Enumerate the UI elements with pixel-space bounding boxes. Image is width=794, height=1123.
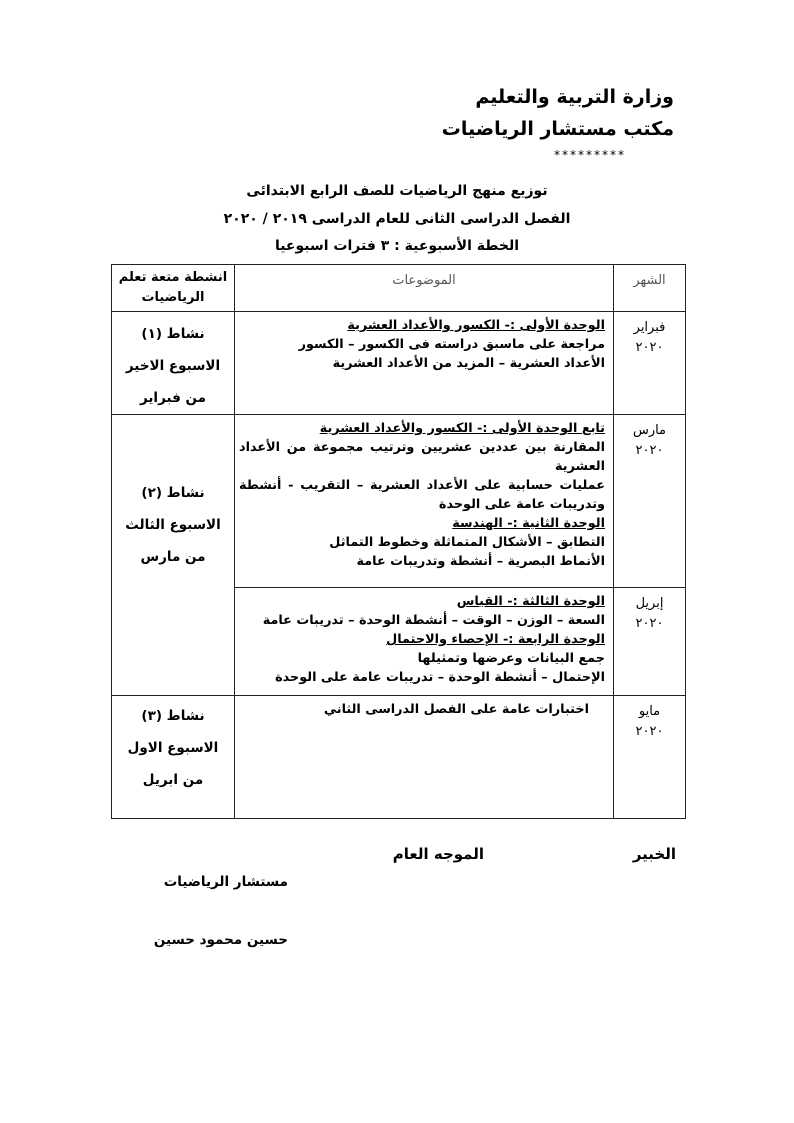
topics-cell — [235, 312, 614, 415]
topic-line: مراجعة على ماسبق دراسته فى الكسور – الكسور — [298, 337, 605, 352]
topics-cell — [235, 415, 614, 588]
month-cell — [614, 312, 686, 415]
activity-name: نشاط (٣) — [141, 708, 205, 724]
topics-cell — [235, 588, 614, 696]
activity-month: من مارس — [140, 549, 206, 565]
unit-title: الوحدة الأولى :- الكسور والأعداد العشرية — [347, 318, 605, 333]
activity-cell-3 — [112, 696, 235, 819]
topic-line: جمع البيانات وعرضها وتمثيلها — [417, 651, 605, 666]
table-header-row — [112, 265, 686, 312]
topic-line: الإحتمال – أنشطة الوحدة – تدريبات عامة على الوحدة — [275, 670, 605, 685]
topic-line: الأعداد العشرية – المزيد من الأعداد العشرية — [332, 356, 605, 371]
activity-name: نشاط (٢) — [141, 485, 205, 501]
month-year: ٢٠٢٠ — [635, 340, 664, 355]
topic-line: المقارنة بين عددين عشريين وترتيب مجموعة من الأعداد العشرية — [239, 440, 605, 474]
month-cell — [614, 696, 686, 819]
ministry-title: وزارة التربية والتعليم — [475, 86, 674, 108]
doc-title: توزيع منهج الرياضيات للصف الرابع الابتدائى — [246, 183, 548, 199]
activity-month: من فبراير — [139, 390, 207, 406]
topic-line: عمليات حسابية على الأعداد العشرية – التقريب - أنشطة وتدريبات عامة على الوحدة — [239, 478, 605, 512]
unit-title: الوحدة الثالثة :- القياس — [456, 594, 605, 609]
doc-subtitle: الفصل الدراسى الثانى للعام الدراسى ٢٠١٩ / ٢٠٢٠ — [223, 211, 571, 227]
activity-week: الاسبوع الاخير — [125, 358, 221, 374]
month-year: ٢٠٢٠ — [635, 443, 664, 458]
month-year: ٢٠٢٠ — [635, 724, 664, 739]
separator-stars: ********* — [554, 148, 626, 162]
table-row-february — [112, 312, 686, 415]
header-month: الشهر — [614, 265, 686, 312]
activity-month: من ابريل — [142, 772, 204, 788]
activity-week: الاسبوع الثالث — [125, 517, 221, 533]
topic-line: التطابق – الأشكال المتماثلة وخطوط التماثل — [329, 535, 605, 550]
month-year: ٢٠٢٠ — [635, 616, 664, 631]
weekly-plan: الخطة الأسبوعية : ٣ فترات اسبوعيا — [274, 238, 520, 254]
topic-line: الأنماط البصرية – أنشطة وتدريبات عامة — [356, 554, 605, 569]
table-row-may — [112, 696, 686, 819]
activity-cell-2 — [112, 415, 235, 696]
advisor-name: حسين محمود حسين — [153, 932, 288, 948]
unit-title: الوحدة الرابعة :- الإحصاء والاحتمال — [386, 632, 605, 647]
month-name: مايو — [638, 704, 661, 719]
header-activities: انشطة متعة تعلم الرياضيات — [112, 265, 235, 312]
activity-week: الاسبوع الاول — [127, 740, 219, 756]
advisor-title: مستشار الرياضيات — [163, 874, 288, 890]
activity-cell-1 — [112, 312, 235, 415]
office-title: مكتب مستشار الرياضيات — [441, 118, 674, 140]
activity-name: نشاط (١) — [141, 326, 205, 342]
topic-line: السعة – الوزن – الوقت – أنشطة الوحدة – تدريبات عامة — [262, 613, 605, 628]
unit-title: الوحدة الثانية :- الهندسة — [452, 516, 605, 531]
month-name: فبراير — [633, 320, 666, 335]
signature-supervisor: الموجه العام — [392, 845, 484, 863]
signature-expert: الخبير — [632, 845, 676, 863]
month-cell — [614, 415, 686, 588]
header-topics: الموضوعات — [235, 265, 614, 312]
topic-line: اختبارات عامة على الفصل الدراسى الثاني — [323, 702, 589, 717]
table-row-march — [112, 415, 686, 588]
curriculum-table — [111, 264, 686, 819]
month-cell — [614, 588, 686, 696]
unit-title: تابع الوحدة الأولى :- الكسور والأعداد العشرية — [319, 421, 605, 436]
month-name: مارس — [632, 423, 667, 438]
topics-cell — [235, 696, 614, 819]
month-name: إبريل — [635, 596, 664, 611]
